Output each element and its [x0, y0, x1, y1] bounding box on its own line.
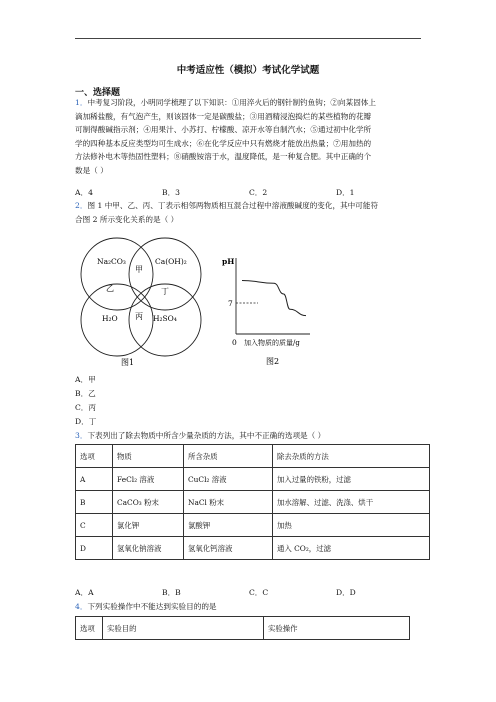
table-row	[76, 491, 430, 514]
question-number: 2．	[75, 201, 88, 210]
table-cell: CaCO₃ 粉末	[113, 491, 184, 514]
region-ding: 丁	[161, 287, 169, 296]
figure-1-venn	[75, 232, 215, 372]
question-text: 下表列出了除去物质中所含少量杂质的方法，其中不正确的选项是（ ）	[87, 431, 326, 440]
question-line: 滴加稀盐酸，有气泡产生，则该固体一定是碳酸盐；③用酒精浸泡捣烂的某些植物的花瓣	[75, 111, 372, 121]
question-line: 合图 2 所示变化关系的是（ ）	[75, 214, 179, 224]
table-header-row	[76, 445, 430, 468]
region-yi: 乙	[106, 284, 114, 293]
option-a[interactable]: A．A	[75, 588, 94, 597]
label-na2co3: Na₂CO₃	[97, 257, 126, 266]
option-b[interactable]: B．3	[162, 188, 181, 197]
table-cell: 加水溶解、过滤、洗涤、烘干	[273, 491, 430, 514]
x-axis-label: 加入物质的质量/g	[244, 339, 300, 347]
figure-2-caption: 图2	[266, 357, 280, 366]
y-axis-label: pH	[222, 257, 235, 266]
option-c[interactable]: C．C	[249, 588, 269, 597]
table-cell: 加入过量的铁粉，过滤	[273, 468, 430, 491]
figure-2-chart	[222, 250, 332, 370]
table-cell: 氢氧化钠溶液	[113, 537, 184, 560]
q3-table	[75, 444, 430, 560]
table-cell: 氯酸钾	[184, 514, 273, 537]
question-4	[75, 600, 425, 614]
question-line: 数是（ ）	[75, 165, 108, 175]
question-line: 图 1 中甲、乙、丙、丁表示相邻两物质相互混合过程中溶液酸碱度的变化，其中可能符	[87, 201, 379, 210]
question-3-options	[75, 587, 425, 598]
question-line: 中考复习阶段，小明同学梳理了以下知识：①用淬火后的钢针制钓鱼钩；②向某固体上	[87, 98, 376, 107]
question-number: 1．	[75, 98, 88, 107]
option-d[interactable]: D．丁	[75, 417, 97, 426]
ph-curve	[242, 281, 306, 316]
region-bing: 丙	[135, 312, 143, 321]
table-cell: NaCl 粉末	[184, 491, 273, 514]
label-caoh2: Ca(OH)₂	[155, 257, 187, 266]
option-a[interactable]: A．4	[75, 188, 93, 197]
question-line: 方法修补电木等热固性塑料；⑧硝酸铵溶于水，温度降低，是一种复合肥。其中正确的个	[75, 152, 372, 162]
table-cell: 氢氧化钙溶液	[184, 537, 273, 560]
table-header-cell: 物质	[113, 445, 184, 468]
question-3	[75, 429, 425, 443]
table-row	[76, 537, 430, 560]
page-title: 中考适应性（模拟）考试化学试题	[176, 65, 320, 76]
table-header-cell: 选项	[76, 617, 103, 640]
label-h2so4: H₂SO₄	[153, 314, 177, 323]
region-jia: 甲	[135, 265, 143, 274]
table-cell: 加热	[273, 514, 430, 537]
option-b[interactable]: B．B	[162, 588, 181, 597]
table-header-cell: 所含杂质	[184, 445, 273, 468]
table-row	[76, 468, 430, 491]
table-cell: B	[76, 491, 113, 514]
figure-1-caption: 图1	[121, 358, 135, 367]
y-tick-7: 7	[228, 299, 233, 308]
question-text: 下列实验操作中不能达到实验目的的是	[87, 602, 217, 611]
option-d[interactable]: D．D	[336, 588, 356, 597]
table-cell: 氯化钾	[113, 514, 184, 537]
table-header-cell: 实验操作	[264, 617, 410, 640]
origin-label: 0	[232, 338, 237, 347]
question-number: 4．	[75, 602, 88, 611]
option-b[interactable]: B．乙	[75, 389, 96, 398]
option-c[interactable]: C．2	[249, 188, 268, 197]
question-number: 3．	[75, 431, 88, 440]
table-header-cell: 选项	[76, 445, 113, 468]
table-header-row	[76, 617, 410, 640]
table-cell: D	[76, 537, 113, 560]
table-header-cell: 实验目的	[103, 617, 264, 640]
option-a[interactable]: A．甲	[75, 375, 96, 384]
label-h2o: H₂O	[102, 314, 118, 323]
table-cell: CuCl₂ 溶液	[184, 468, 273, 491]
question-1-options	[75, 187, 425, 198]
table-cell: 通入 CO₂，过滤	[273, 537, 430, 560]
table-row	[76, 514, 430, 537]
header-rule	[75, 38, 421, 39]
q4-table	[75, 616, 410, 640]
section-heading: 一、选择题	[75, 88, 121, 98]
option-d[interactable]: D．1	[336, 188, 355, 197]
table-cell: C	[76, 514, 113, 537]
circle-caoh2	[129, 238, 201, 310]
question-line: 学的四种基本反应类型均可生成水；⑥在化学反应中只有燃烧才能放出热量；⑦用加热的	[75, 138, 372, 148]
table-cell: FeCl₂ 溶液	[113, 468, 184, 491]
table-cell: A	[76, 468, 113, 491]
question-2	[75, 199, 425, 226]
table-header-cell: 除去杂质的方法	[273, 445, 430, 468]
question-1	[75, 96, 425, 178]
circle-na2co3	[81, 238, 153, 310]
question-line: 可制得酸碱指示剂；④用果汁、小苏打、柠檬酸、凉开水等自制汽水；⑤通过初中化学所	[75, 125, 372, 135]
option-c[interactable]: C．丙	[75, 403, 96, 412]
